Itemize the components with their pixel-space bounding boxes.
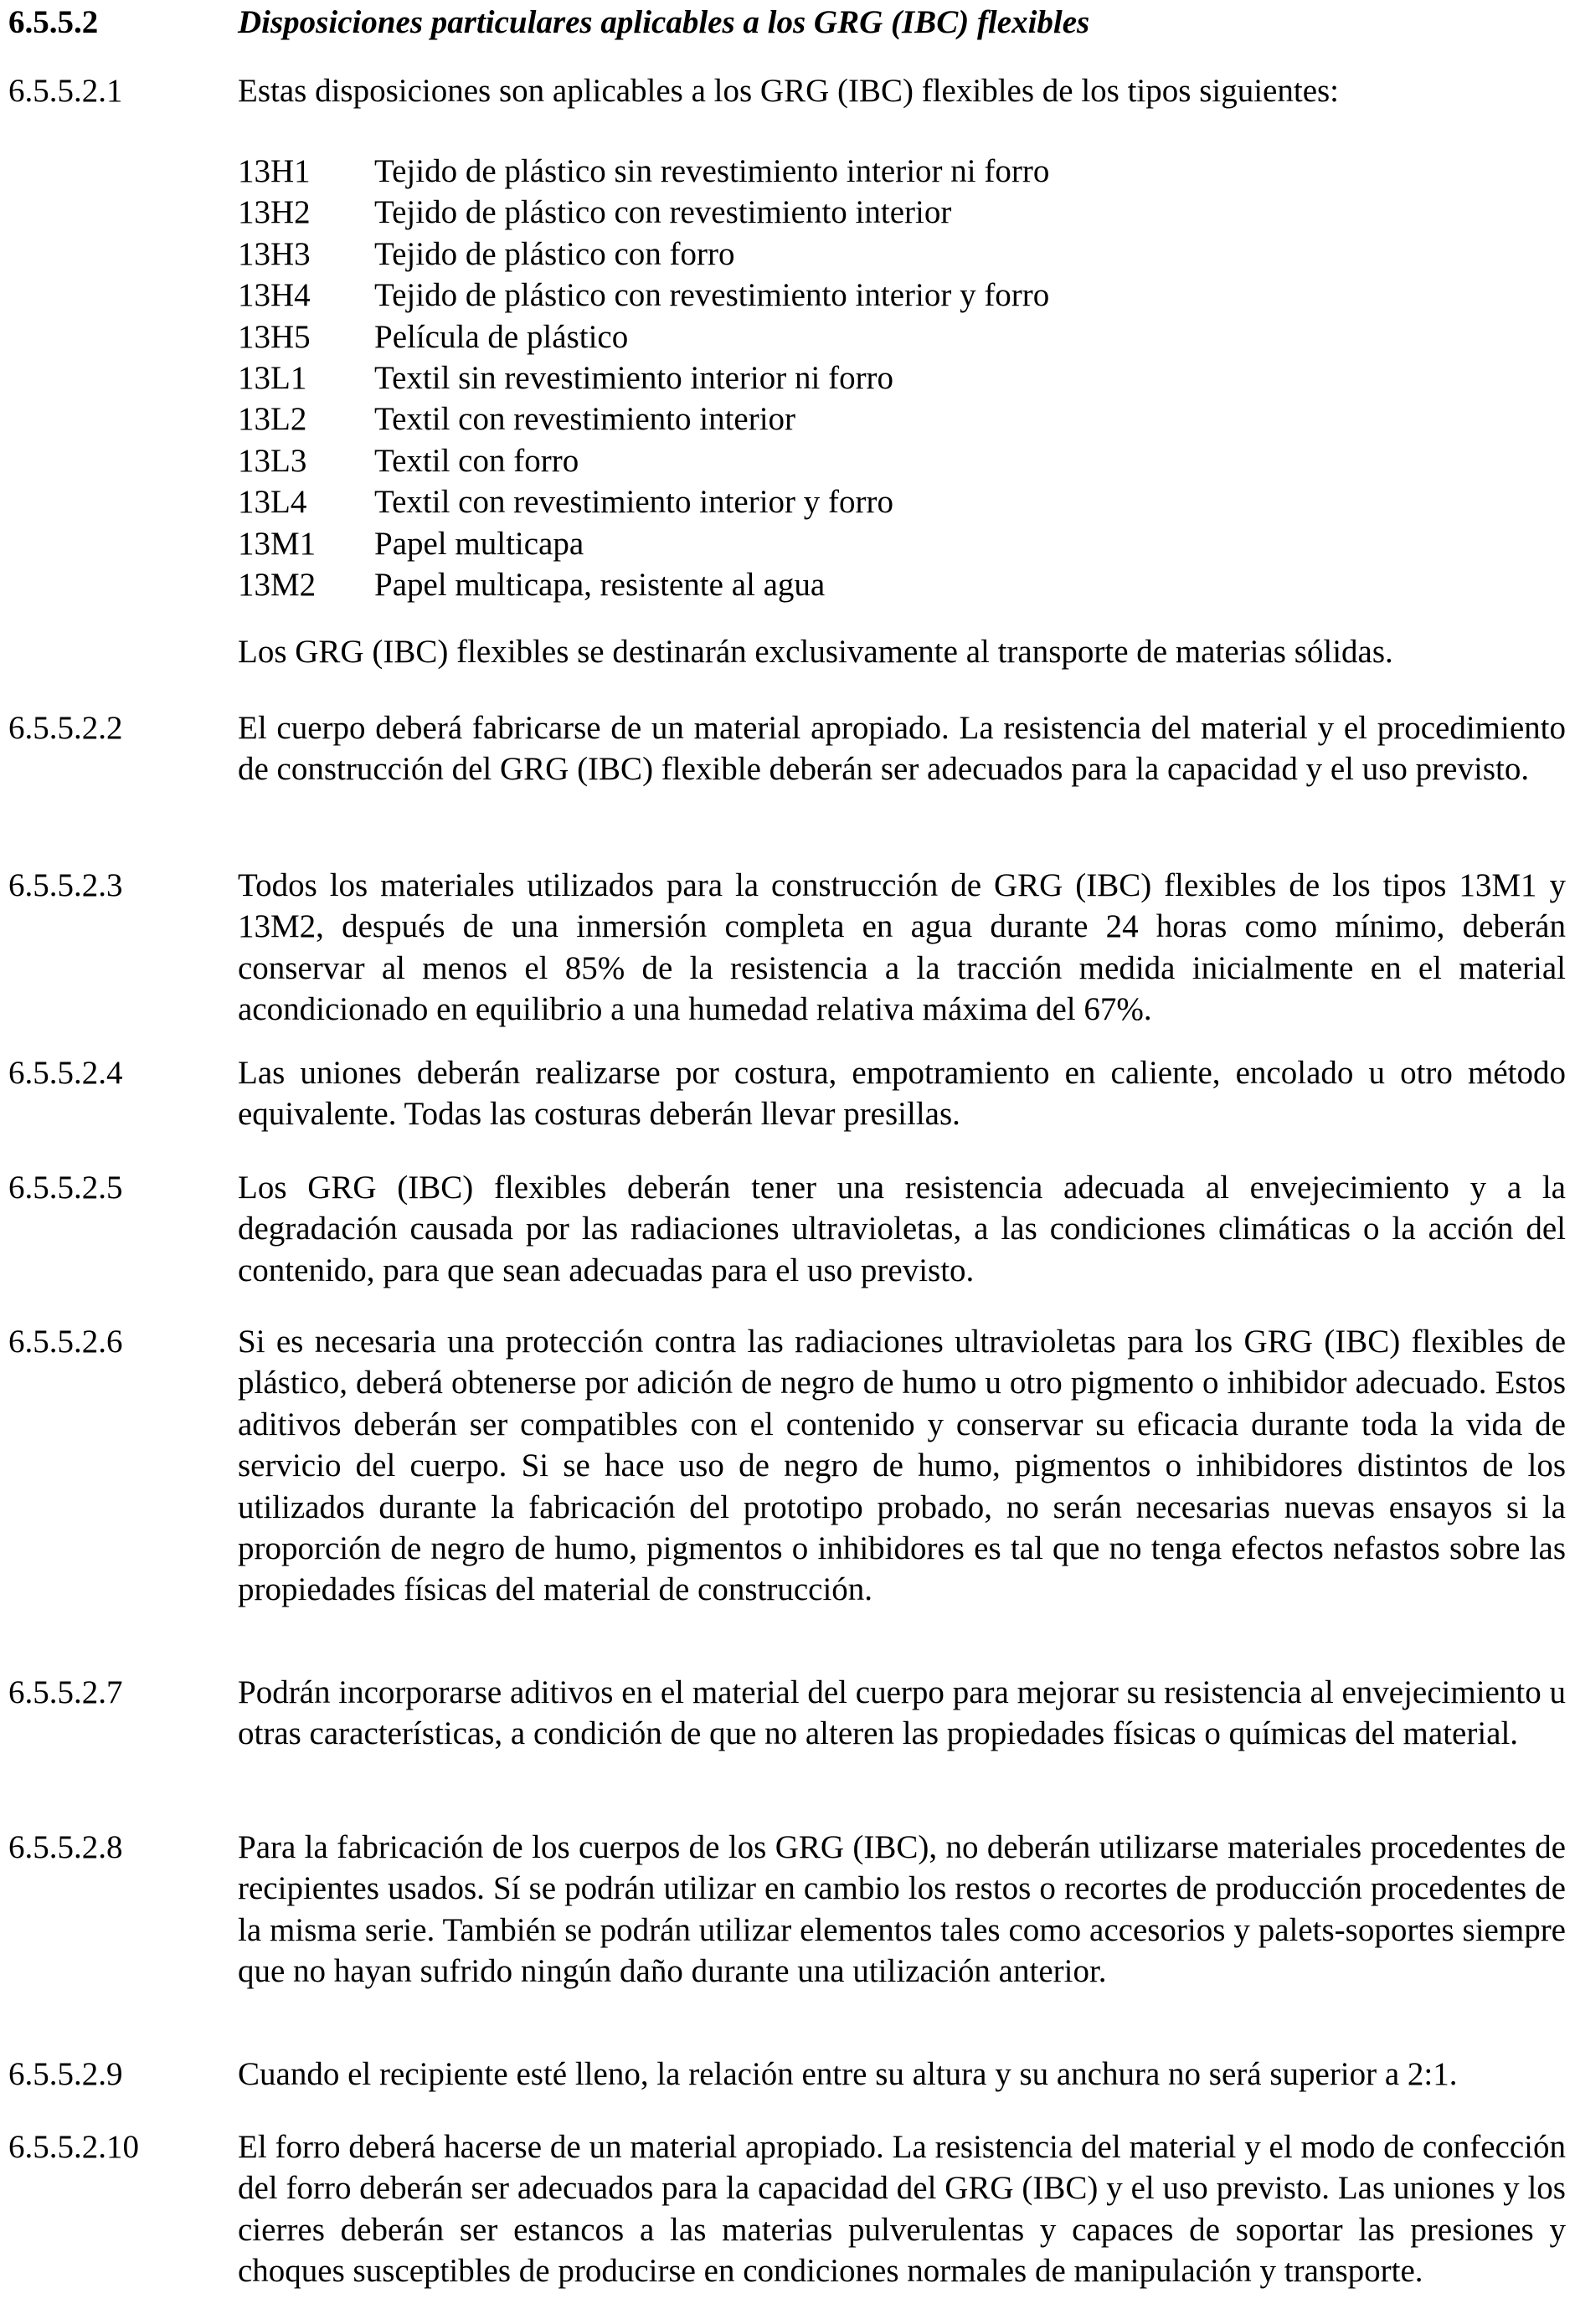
type-code: 13L3 [238, 442, 307, 479]
paragraph-number: 6.5.5.2.5 [8, 1170, 123, 1206]
paragraph-6-5-5-2-10 [8, 2126, 1566, 2292]
paragraph-text: Cuando el recipiente esté lleno, la relación entre su altura y su anchura no será superior a 2:1. [238, 2056, 1458, 2092]
type-row-13l3 [238, 440, 1494, 481]
type-description: Tejido de plástico con forro [374, 235, 735, 272]
paragraph-text: Estas disposiciones son aplicables a los GRG (IBC) flexibles de los tipos siguientes: [238, 73, 1340, 109]
paragraph-6-5-5-2-1 [8, 70, 1566, 111]
type-row-13h3 [238, 234, 1494, 275]
paragraph-number: 6.5.5.2.9 [8, 2056, 123, 2092]
paragraph-number: 6.5.5.2.4 [8, 1055, 123, 1091]
paragraph-text: Las uniones deberán realizarse por costura, empotramiento en caliente, encolado u otro método equivalente. Todas las costuras deberán llevar presillas. [238, 1055, 1566, 1133]
type-description: Textil con revestimiento interior y forro [374, 484, 894, 521]
type-code: 13L4 [238, 484, 307, 521]
type-code: 13H4 [238, 277, 311, 314]
type-row-13h5 [238, 316, 1494, 357]
type-row-13h1 [238, 151, 1494, 192]
paragraph-text: Los GRG (IBC) flexibles deberán tener una resistencia adecuada al envejecimiento y a la degradación causada por las radiaciones ultravioletas, a las condiciones climáticas o la acción del contenido, para que sean adecuadas para el uso previsto. [238, 1170, 1566, 1288]
paragraph-number: 6.5.5.2.10 [8, 2129, 139, 2165]
paragraph-number: 6.5.5.2.3 [8, 867, 123, 903]
paragraph-text: Si es necesaria una protección contra las radiaciones ultravioletas para los GRG (IBC) flexibles de plástico, deberá obtenerse por adición de negro de humo u otro pigmento o inhibidor adecuado. Estos aditivos deberán ser compatibles con el contenido y conservar su eficacia durante toda la vida de servicio del cuerpo. Si se hace uso de negro de humo, pigmentos o inhibidores distintos de los utilizados durante la fabricación del prototipo probado, no serán necesarias nuevas ensayos si la proporción de negro de humo, pigmentos o inhibidores es tal que no tenga efectos nefastos sobre las propiedades físicas del material de construcción. [238, 1324, 1566, 1608]
type-description: Tejido de plástico con revestimiento interior y forro [374, 277, 1050, 314]
type-description: Película de plástico [374, 318, 629, 355]
type-row-13m1 [238, 523, 1494, 564]
paragraph-number: 6.5.5.2.6 [8, 1324, 123, 1360]
type-description: Papel multicapa, resistente al agua [374, 566, 826, 603]
paragraph-6-5-5-2-5 [8, 1167, 1566, 1291]
paragraph-6-5-5-2-7 [8, 1672, 1566, 1755]
paragraph-6-5-5-2-4 [8, 1052, 1566, 1135]
paragraph-text: Todos los materiales utilizados para la construcción de GRG (IBC) flexibles de los tipos 13M1 y 13M2, después de una inmersión completa en agua durante 24 horas como mínimo, deberán conservar al menos el 85% de la resistencia a la tracción medida inicialmente en el material acondicionado en equilibrio a una humedad relativa máxima del 67%. [238, 867, 1566, 1028]
type-code: 13L2 [238, 401, 307, 438]
type-description: Papel multicapa [374, 525, 584, 562]
type-row-13h2 [238, 192, 1494, 233]
paragraph-text: El forro deberá hacerse de un material apropiado. La resistencia del material y el modo de confección del forro deberán ser adecuados para la capacidad del GRG (IBC) y el uso previsto. Las uniones y los cierres deberán ser estancos a las materias pulverulentas y capaces de soportar las presiones y choques susceptibles de producirse en condiciones normales de manipulación y transporte. [238, 2129, 1566, 2290]
section-title: Disposiciones particulares aplicables a los GRG (IBC) flexibles [238, 4, 1090, 40]
paragraph-text: El cuerpo deberá fabricarse de un material apropiado. La resistencia del material y el procedimiento de construcción del GRG (IBC) flexible deberán ser adecuados para la capacidad y el uso previsto. [238, 710, 1566, 788]
paragraph-number: 6.5.5.2.8 [8, 1829, 123, 1865]
type-code: 13L1 [238, 359, 307, 396]
type-row-13l1 [238, 357, 1494, 398]
type-description: Textil con revestimiento interior [374, 401, 796, 438]
paragraph-6-5-5-2-6 [8, 1321, 1566, 1611]
type-description: Textil con forro [374, 442, 579, 479]
type-code: 13H5 [238, 318, 311, 355]
section-number: 6.5.5.2 [8, 4, 99, 40]
type-code: 13H1 [238, 153, 311, 189]
type-description: Textil sin revestimiento interior ni forro [374, 359, 894, 396]
paragraph-6-5-5-2-9 [8, 2054, 1566, 2095]
paragraph-6-5-5-2-2 [8, 707, 1566, 790]
type-row-13l2 [238, 398, 1494, 440]
type-row-13m2 [238, 564, 1494, 605]
paragraph-text: Podrán incorporarse aditivos en el material del cuerpo para mejorar su resistencia al envejecimiento u otras características, a condición de que no alteren las propiedades físicas o químicas del material. [238, 1674, 1566, 1752]
type-code: 13M1 [238, 525, 317, 562]
type-row-13l4 [238, 481, 1494, 522]
type-description: Tejido de plástico con revestimiento interior [374, 194, 952, 231]
paragraph-text: Para la fabricación de los cuerpos de los GRG (IBC), no deberán utilizarse materiales procedentes de recipientes usados. Sí se podrán utilizar en cambio los restos o recortes de producción procedentes de la misma serie. También se podrán utilizar elementos tales como accesorios y palets-soportes siempre que no hayan sufrido ningún daño durante una utilización anterior. [238, 1829, 1566, 1990]
type-code: 13H2 [238, 194, 311, 231]
paragraph-number: 6.5.5.2.2 [8, 710, 123, 746]
paragraph-number: 6.5.5.2.7 [8, 1674, 123, 1710]
paragraph-number: 6.5.5.2.1 [8, 73, 123, 109]
type-code: 13M2 [238, 566, 317, 603]
type-description: Tejido de plástico sin revestimiento interior ni forro [374, 153, 1050, 189]
solid-substances-note: Los GRG (IBC) flexibles se destinarán exclusivamente al transporte de materias sólidas. [238, 634, 1393, 670]
type-row-13h4 [238, 275, 1494, 316]
type-code: 13H3 [238, 235, 311, 272]
paragraph-6-5-5-2-8 [8, 1827, 1566, 1992]
paragraph-6-5-5-2-3 [8, 865, 1566, 1031]
ibc-type-list [238, 151, 1494, 605]
